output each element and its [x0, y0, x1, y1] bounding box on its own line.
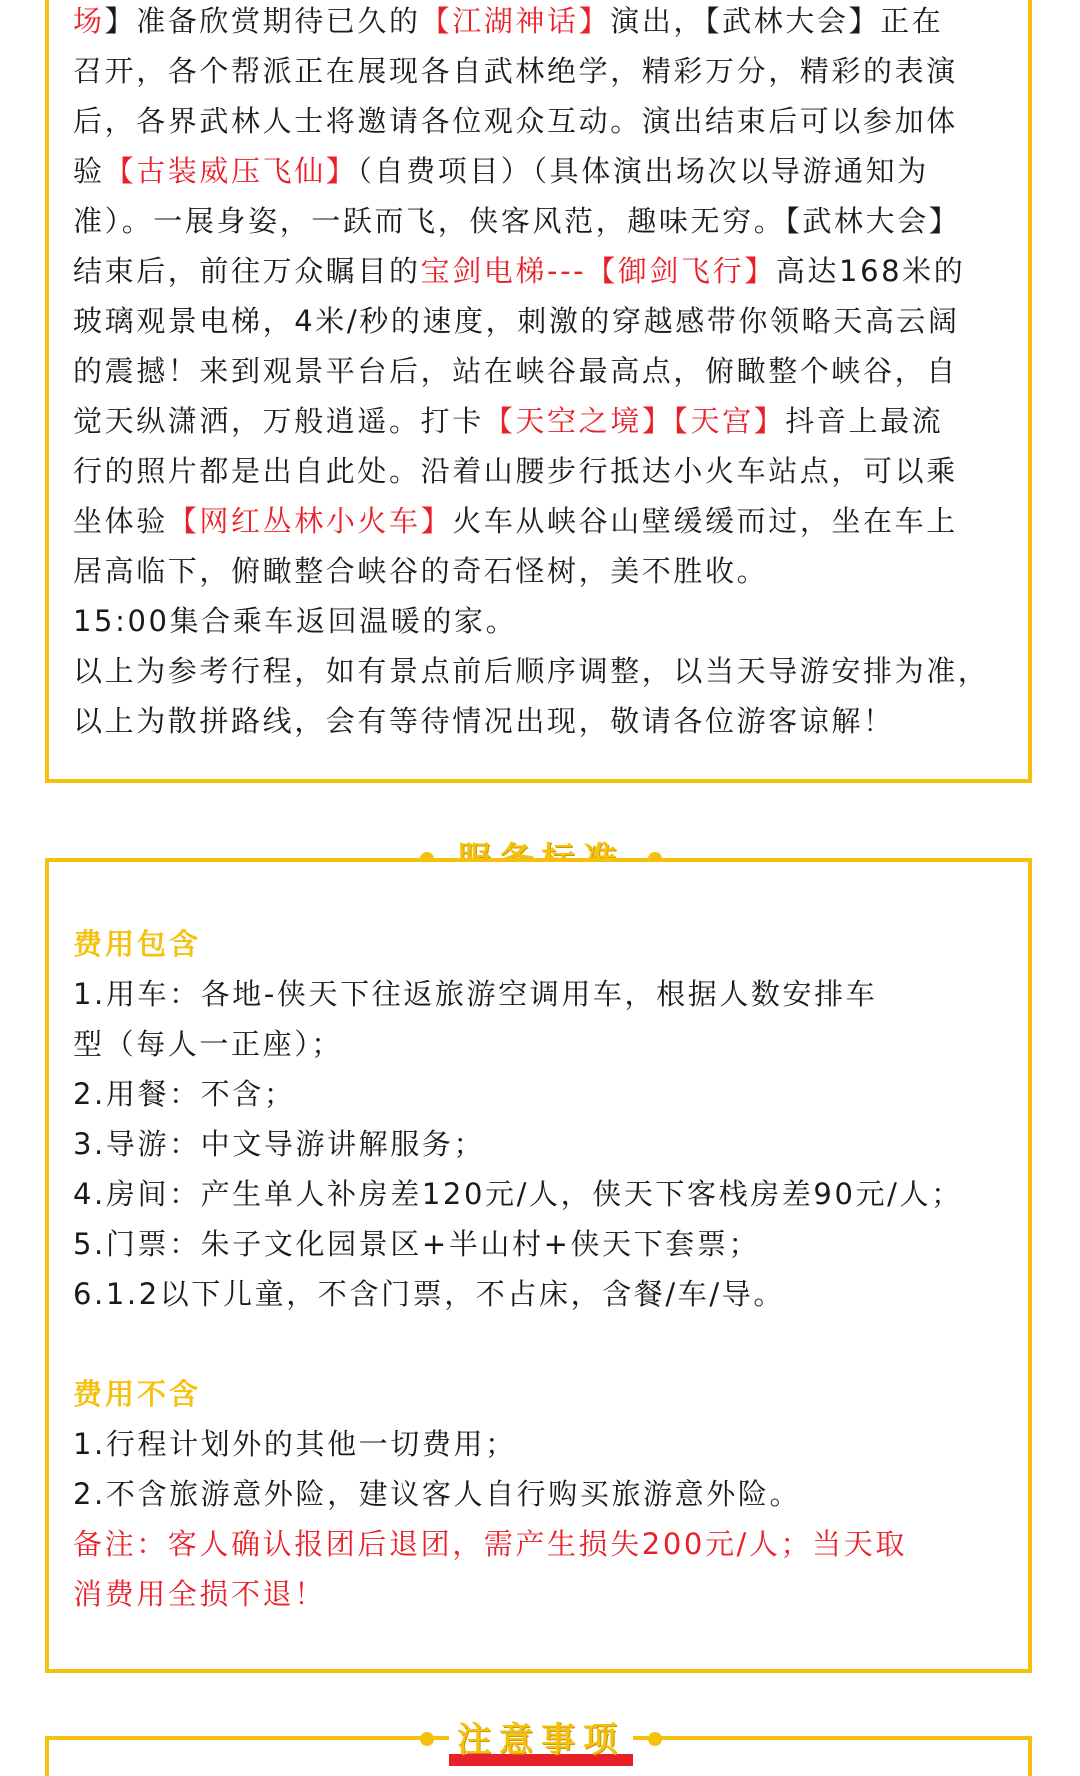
body-text: 】准备欣赏期待已久的 — [104, 4, 421, 38]
included-heading: 费用包含 — [73, 927, 202, 961]
itinerary-line — [73, 546, 1010, 596]
notice-header — [0, 1710, 1080, 1770]
itinerary-line — [73, 96, 1010, 146]
itinerary-line — [73, 396, 1010, 446]
service-text — [73, 919, 1010, 1619]
itinerary-line — [73, 0, 1010, 46]
included-item: 4.房间：产生单人补房差120元/人，侠天下客栈房差90元/人； — [73, 1177, 963, 1211]
included-item: 3.导游：中文导游讲解服务； — [73, 1127, 486, 1161]
dot-decoration — [648, 1732, 662, 1746]
body-text: 的震撼！来到观景平台后，站在峡谷最高点，俯瞰整个峡谷，自 — [73, 354, 958, 388]
excluded-item: 1.行程计划外的其他一切费用； — [73, 1427, 517, 1461]
itinerary-line — [73, 146, 1010, 196]
body-text: 觉天纵潇洒，万般逍遥。打卡 — [73, 404, 484, 438]
excluded-item: 2.不含旅游意外险，建议客人自行购买旅游意外险。 — [73, 1477, 802, 1511]
body-text: 准）。一展身姿，一跃而飞，侠客风范，趣味无穷。【武林大会】 — [73, 204, 961, 238]
included-item: 型（每人一正座）； — [73, 1027, 343, 1061]
service-standard-panel — [45, 858, 1032, 1673]
itinerary-line — [73, 596, 1010, 646]
body-text: 火车从峡谷山壁缓缓而过，坐在车上 — [452, 504, 958, 538]
itinerary-panel — [45, 0, 1032, 783]
body-text: 玻璃观景电梯，4米/秒的速度，刺激的穿越感带你领略天高云阔 — [73, 304, 960, 338]
body-text: 召开，各个帮派正在展现各自武林绝学，精彩万分，精彩的表演 — [73, 54, 958, 88]
itinerary-line — [73, 196, 1010, 246]
body-text: （自费项目）（具体演出场次以导游通知为 — [357, 154, 929, 188]
itinerary-line — [73, 446, 1010, 496]
section-title: 注意事项 — [457, 1720, 625, 1760]
body-text: 验 — [73, 154, 105, 188]
itinerary-line — [73, 346, 1010, 396]
body-text: 结束后，前往万众瞩目的 — [73, 254, 421, 288]
itinerary-text — [73, 0, 1010, 746]
spacer — [73, 1319, 1010, 1369]
body-text: 以上为散拼路线，会有等待情况出现，敬请各位游客谅解！ — [73, 704, 895, 738]
itinerary-line — [73, 496, 1010, 546]
included-item: 2.用餐：不含； — [73, 1077, 296, 1111]
body-text: 以上为参考行程，如有景点前后顺序调整，以当天导游安排为准， — [73, 654, 990, 688]
body-text: 15:00集合乘车返回温暖的家。 — [73, 604, 518, 638]
highlight-text: 【古装威压飞仙】 — [104, 154, 358, 188]
highlight-text: 【江湖神话】 — [420, 4, 611, 38]
included-item: 6.1.2以下儿童，不含门票，不占床，含餐/车/导。 — [73, 1277, 785, 1311]
itinerary-line — [73, 646, 1010, 696]
body-text: 坐体验 — [73, 504, 168, 538]
cancellation-note: 备注：客人确认报团后退团，需产生损失200元/人；当天取 — [73, 1527, 907, 1561]
dot-decoration — [420, 1732, 434, 1746]
body-text: 居高临下，俯瞰整合峡谷的奇石怪树，美不胜收。 — [73, 554, 769, 588]
excluded-heading: 费用不含 — [73, 1377, 202, 1411]
included-item: 1.用车：各地-侠天下往返旅游空调用车，根据人数安排车 — [73, 977, 878, 1011]
highlight-text: 【天空之境】【天宫】 — [483, 404, 786, 438]
body-text: 行的照片都是出自此处。沿着山腰步行抵达小火车站点，可以乘 — [73, 454, 958, 488]
highlight-text: 场 — [73, 4, 105, 38]
body-text: 演出，【武林大会】正在 — [610, 4, 944, 38]
included-item: 5.门票：朱子文化园景区+半山村+侠天下套票； — [73, 1227, 761, 1261]
highlight-text: 宝剑电梯---【御剑飞行】 — [420, 254, 776, 288]
itinerary-line — [73, 246, 1010, 296]
itinerary-line — [73, 296, 1010, 346]
cancellation-note: 消费用全损不退！ — [73, 1577, 326, 1611]
itinerary-line — [73, 696, 1010, 746]
body-text: 后，各界武林人士将邀请各位观众互动。演出结束后可以参加体 — [73, 104, 958, 138]
body-text: 高达168米的 — [775, 254, 966, 288]
section-title-wrap — [449, 1718, 633, 1762]
itinerary-line — [73, 46, 1010, 96]
highlight-text: 【网红丛林小火车】 — [167, 504, 453, 538]
body-text: 抖音上最流 — [785, 404, 944, 438]
